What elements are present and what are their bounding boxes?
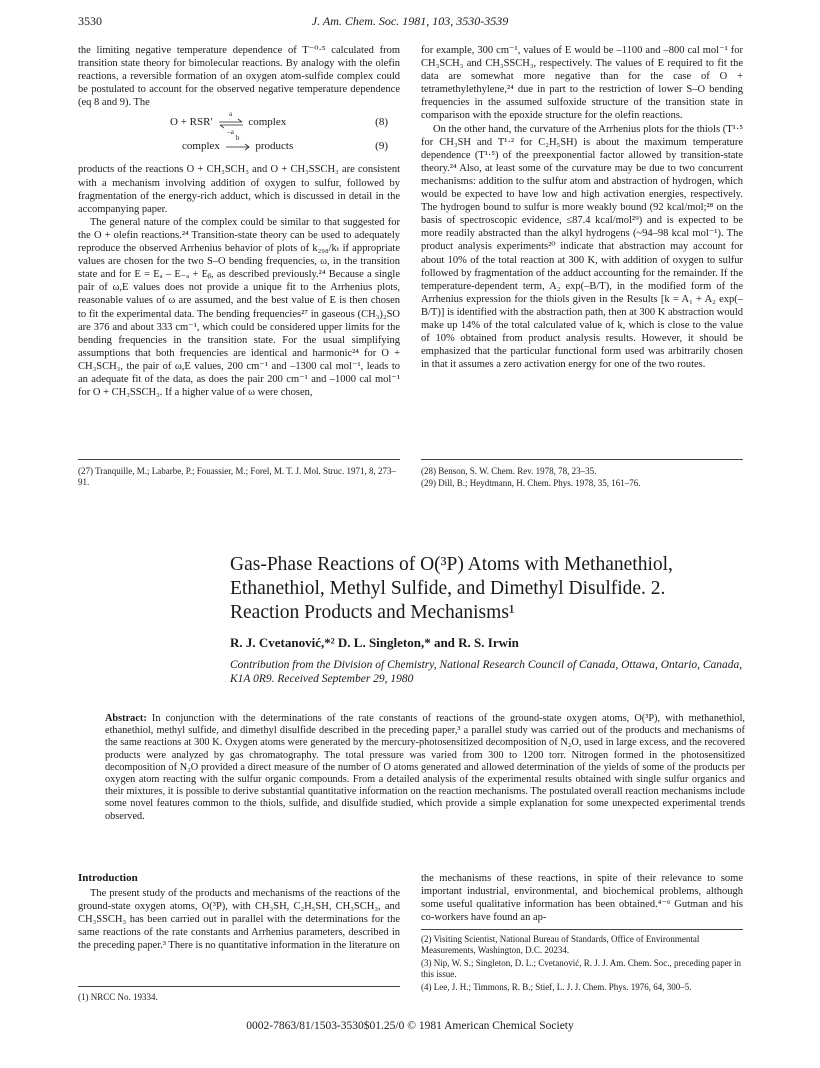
reaction-arrow-icon bbox=[225, 133, 251, 153]
footnote-3: (3) Nip, W. S.; Singleton, D. L.; Cvetanović, R. J. J. Am. Chem. Soc., preceding paper in this issue. bbox=[421, 958, 741, 979]
equation-8 bbox=[78, 109, 400, 136]
arrow-label-bottom: –a bbox=[227, 127, 234, 136]
footnote-rule bbox=[421, 459, 743, 460]
page-number: 3530 bbox=[78, 14, 102, 28]
footnote-28: (28) Benson, S. W. Chem. Rev. 1978, 78, 23–35. bbox=[421, 466, 597, 476]
equation-number: (8) bbox=[375, 116, 388, 129]
intro-column-right bbox=[421, 872, 743, 924]
page-footer: 0002-7863/81/1503-3530$01.25/0 © 1981 American Chemical Society bbox=[246, 1020, 574, 1032]
footnote-2: (2) Visiting Scientist, National Bureau of Standards, Office of Environmental Measurements, Washington, D.C. 20234. bbox=[421, 934, 700, 955]
intro-column-left bbox=[78, 872, 400, 953]
equation-9 bbox=[78, 133, 400, 159]
footnote-4: (4) Lee, J. H.; Timmons, R. B.; Stief, L. J. J. Chem. Phys. 1976, 64, 300–5. bbox=[421, 982, 692, 992]
footnote-1: (1) NRCC No. 19334. bbox=[78, 992, 158, 1002]
paragraph: products of the reactions O + CH₃SCH₃ and O + CH₃SSCH₃ are consistent with a mechanism involving addition of oxygen to sulfur, followed by fragmentation of the energy-rich adduct, which is discussed in detail in the accompanying paper. bbox=[78, 164, 400, 215]
equation-lhs: complex bbox=[182, 140, 220, 153]
paragraph: the limiting negative temperature dependence of T⁻⁰·⁵ calculated from transition state theory for bimolecular reactions. By analogy with the olefin reactions, a reversible formation of an oxygen atom-sulfide complex could be postulated to account for the observed negative temperature dependence (eq 8 and 9). The bbox=[78, 45, 400, 109]
arrow-label-top: a bbox=[229, 109, 233, 118]
paragraph: The present study of the products and mechanisms of the reactions of the ground-state oxygen atoms, O(³P), with CH₃SH, C₂H₅SH, CH₃SCH₃, and CH₃SSCH₃ has been carried out in parallel with the determinations for the same reactions of the rate constants and Arrhenius parameters, described in the preceding paper.³ There is no quantitative information in the literature on bbox=[78, 888, 400, 952]
journal-citation: J. Am. Chem. Soc. 1981, 103, 3530-3539 bbox=[311, 14, 509, 28]
footnote-rule bbox=[78, 986, 400, 987]
paragraph: for example, 300 cm⁻¹, values of E would be –1100 and –800 cal mol⁻¹ for CH₃SCH₃ and CH₃SSCH₃, respectively. The values of E required to fit the data are somewhat more negative than for the case of O + tetramethylethylene,²⁴ due in part to the restriction of lower S–O bending frequencies in the assumed sulfoxide structure of the transition state in comparison with the epoxide structure for the olefin reactions. bbox=[421, 45, 743, 122]
equilibrium-arrow-icon bbox=[218, 109, 244, 136]
running-header bbox=[78, 14, 742, 30]
abstract bbox=[105, 713, 745, 823]
article-authors: R. J. Cvetanović,*² D. L. Singleton,* and R. S. Irwin bbox=[230, 635, 519, 650]
equation-number: (9) bbox=[375, 140, 388, 153]
footnote-rule bbox=[421, 929, 743, 930]
footnote-27: (27) Tranquille, M.; Labarbe, P.; Fouassier, M.; Forel, M. T. J. Mol. Struc. 1971, 8, 273–91. bbox=[78, 466, 397, 487]
article-title: Gas-Phase Reactions of O(³P) Atoms with Methanethiol, Ethanethiol, Methyl Sulfide, and Dimethyl Disulfide. 2. Reaction Products and Mechanisms¹ bbox=[230, 554, 673, 623]
column-left-top bbox=[78, 44, 400, 399]
paragraph: The general nature of the complex could be similar to that suggested for the O + olefin reactions.²⁴ Transition-state theory can be used to adequately reproduce the observed Arrhenius behavior of plots of k₂₉₈/kₜ if appropriate values are chosen for the two S–O bending frequencies, ω, in the transition state and for E = Eₐ – E₋ₐ + Eᵦ, as described previously.²⁴ Because a single pair of ω,E values does not provide a unique fit to the Arrhenius plots, reasonable values of ω are assumed, and the best value of E is then chosen to fit the experimental data. The bending frequencies²⁷ in gaseous (CH₃)₂SO are 376 and about 333 cm⁻¹, which could be considered upper limits for the bending frequencies in the transition state. For the usual simplifying assumptions that both frequencies are identical and harmonic²⁴ for O + CH₃SCH₃, the pair of ω,E values, 200 cm⁻¹ and –1300 cal mol⁻¹, leads to an adequate fit of the data, as does the pair 200 cm⁻¹ and –1000 cal mol⁻¹ for O + CH₃SSCH₃. If a higher value of ω were chosen, bbox=[78, 216, 400, 399]
equation-lhs: O + RSR′ bbox=[170, 116, 213, 129]
arrow-label-top: b bbox=[235, 133, 240, 142]
abstract-label: Abstract: bbox=[105, 713, 147, 724]
article-affiliation: Contribution from the Division of Chemistry, National Research Council of Canada, Ottawa, Ontario, Canada, K1A 0R9. Received September 29, 1980 bbox=[230, 659, 743, 685]
footnote-29: (29) Dill, B.; Heydtmann, H. Chem. Phys. 1978, 35, 161–76. bbox=[421, 478, 641, 488]
paragraph: the mechanisms of these reactions, in spite of their relevance to some important industrial, environmental, and biochemical problems, although some useful qualitative information has been obtained.⁴⁻⁶ Gutman and his co-workers have found an ap- bbox=[421, 873, 743, 924]
equation-rhs: products bbox=[255, 140, 294, 153]
section-heading: Introduction bbox=[78, 872, 138, 884]
paragraph: On the other hand, the curvature of the Arrhenius plots for the thiols (T¹·⁵ for CH₃SH and T¹·² for C₂H₅SH) is about the maximum temperature dependence (T¹·⁵) of the preexponential factor allowed by transition-state theory.²⁴ Also, at least some of the curvature may be due to two concurrent mechanisms: addition to the sulfur atom and abstraction of hydrogen, which would be expected to have low and high activation energies, respectively. The hydrogen bound to sulfur is more weakly bound (92 kcal/mol;²⁸ on the basis of spectroscopic evidence, ≤87.4 kcal/mol²⁹) and is expected to be more readily abstracted than the alkyl hydrogens (~94–98 kcal mol⁻¹). The product analysis experiments²⁰ indicate that abstraction may account for about 10% of the total reaction at 300 K, with addition of oxygen to sulfur followed by fragmentation of the adduct accounting for the remainder. If the temperature-dependent term, A₂ exp(–B/T), in the modified form of the Arrhenius expression for the thiols given in the Results [k = A₁ + A₂ exp(–B/T)] is identified with the abstraction path, then at 300 K abstraction would make up 14% of the total calculated value of k, which is close to the value of 10% obtained from product analysis results. However, it should be emphasized that the particular functional form used was arbitrarily chosen in that it assumes a zero activation energy for one of the two routes. bbox=[421, 123, 743, 371]
footnote-rule bbox=[78, 459, 400, 460]
equation-rhs: complex bbox=[248, 116, 287, 129]
abstract-text: In conjunction with the determinations of the rate constants of reactions of the ground-state oxygen atoms, O(³P), with methanethiol, ethanethiol, methyl sulfide, and dimethyl disulfide described in the preceding paper,³ a parallel study was carried out of the products and mechanisms of the same reactions at 300 K. Oxygen atoms were generated by the mercury-photosensitized decomposition of N₂O, used in large excess, and the recovered products were analyzed by gas chromatography. The total pressure was varied from 300 to 1200 torr. Nitrogen formed in the photosensitized decomposition of N₂O provided a direct measure of the number of O atoms generated and allowed determination of the yields of some of the products per oxygen atom reacting with the sulfur organic compounds. From a detailed analysis of the experimental results obtained with single sulfur organics and their mixtures, it is possible to derive substantial quantitative information on the reaction mechanisms. The postulated overall reaction mechanisms include some novel features common to the thiols, sulfide, and disulfide studied, which provide a simple explanation for some unexpected experimental trends observed. bbox=[105, 713, 745, 822]
column-right-top bbox=[421, 44, 743, 371]
